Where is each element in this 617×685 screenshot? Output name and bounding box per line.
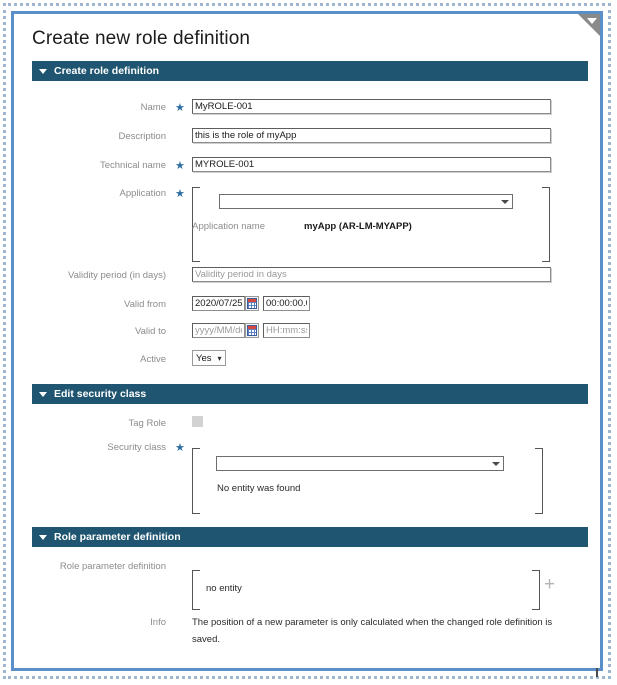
description-input[interactable] [192, 128, 551, 143]
section-title: Create role definition [54, 65, 160, 77]
bracket-right [535, 448, 543, 514]
name-input[interactable] [192, 99, 551, 114]
value-application-name: myApp (AR-LM-MYAPP) [304, 221, 412, 232]
label-application: Application [119, 188, 166, 199]
valid-to-time-input[interactable] [263, 323, 310, 338]
add-parameter-icon[interactable]: + [544, 574, 556, 595]
chevron-down-icon [492, 462, 500, 466]
bracket-left [192, 448, 200, 514]
chevron-down-icon: ▾ [217, 353, 222, 363]
label-validity-period: Validity period (in days) [67, 270, 166, 281]
role-parameter-empty-text: no entity [206, 583, 242, 594]
label-active: Active [140, 354, 166, 365]
text-cursor [596, 668, 598, 677]
label-technical-name: Technical name [99, 160, 166, 171]
chevron-down-icon [501, 200, 509, 204]
label-valid-to: Valid to [135, 326, 166, 337]
section-title: Edit security class [54, 388, 147, 400]
section-header-create-role-definition[interactable] [32, 61, 588, 81]
chevron-down-icon [39, 535, 47, 540]
section-header-role-parameter-definition[interactable] [32, 527, 588, 547]
security-class-combobox[interactable] [216, 456, 504, 471]
chevron-down-icon [39, 69, 47, 74]
security-class-empty-text: No entity was found [217, 483, 301, 494]
section-header-edit-security-class[interactable] [32, 384, 588, 404]
valid-to-calendar-icon[interactable] [245, 323, 259, 338]
collapse-corner-icon[interactable] [578, 14, 600, 36]
valid-from-time-input[interactable] [263, 296, 310, 311]
label-info: Info [150, 617, 166, 628]
label-application-name: Application name [192, 221, 265, 232]
tag-role-checkbox[interactable] [192, 416, 203, 427]
label-description: Description [118, 131, 166, 142]
application-combobox[interactable] [219, 194, 513, 209]
required-marker-name: ★ [175, 102, 185, 114]
bracket-right [532, 570, 540, 610]
label-name: Name [140, 102, 166, 113]
dialog-window [11, 11, 603, 671]
required-marker-technical-name: ★ [175, 160, 185, 172]
label-security-class: Security class [107, 442, 166, 453]
technical-name-input[interactable] [192, 157, 551, 172]
role-parameter-group [192, 570, 540, 610]
required-marker-application: ★ [175, 188, 185, 200]
active-select-value: Yes [196, 352, 212, 364]
label-role-parameter-definition: Role parameter definition [59, 561, 166, 572]
label-valid-from: Valid from [123, 299, 166, 310]
valid-to-date-input[interactable] [192, 323, 245, 338]
label-tag-role: Tag Role [128, 418, 166, 429]
required-marker-security-class: ★ [175, 442, 185, 454]
section-title: Role parameter definition [54, 531, 181, 543]
bracket-right [542, 187, 550, 262]
chevron-down-icon [39, 392, 47, 397]
bracket-left [192, 570, 200, 610]
info-text: The position of a new parameter is only calculated when the changed role definition is saved. [192, 617, 553, 645]
valid-from-date-input[interactable] [192, 296, 245, 311]
page-title: Create new role definition [32, 28, 251, 49]
active-select[interactable] [192, 350, 226, 366]
valid-from-calendar-icon[interactable] [245, 296, 259, 311]
validity-period-input[interactable] [192, 267, 551, 282]
